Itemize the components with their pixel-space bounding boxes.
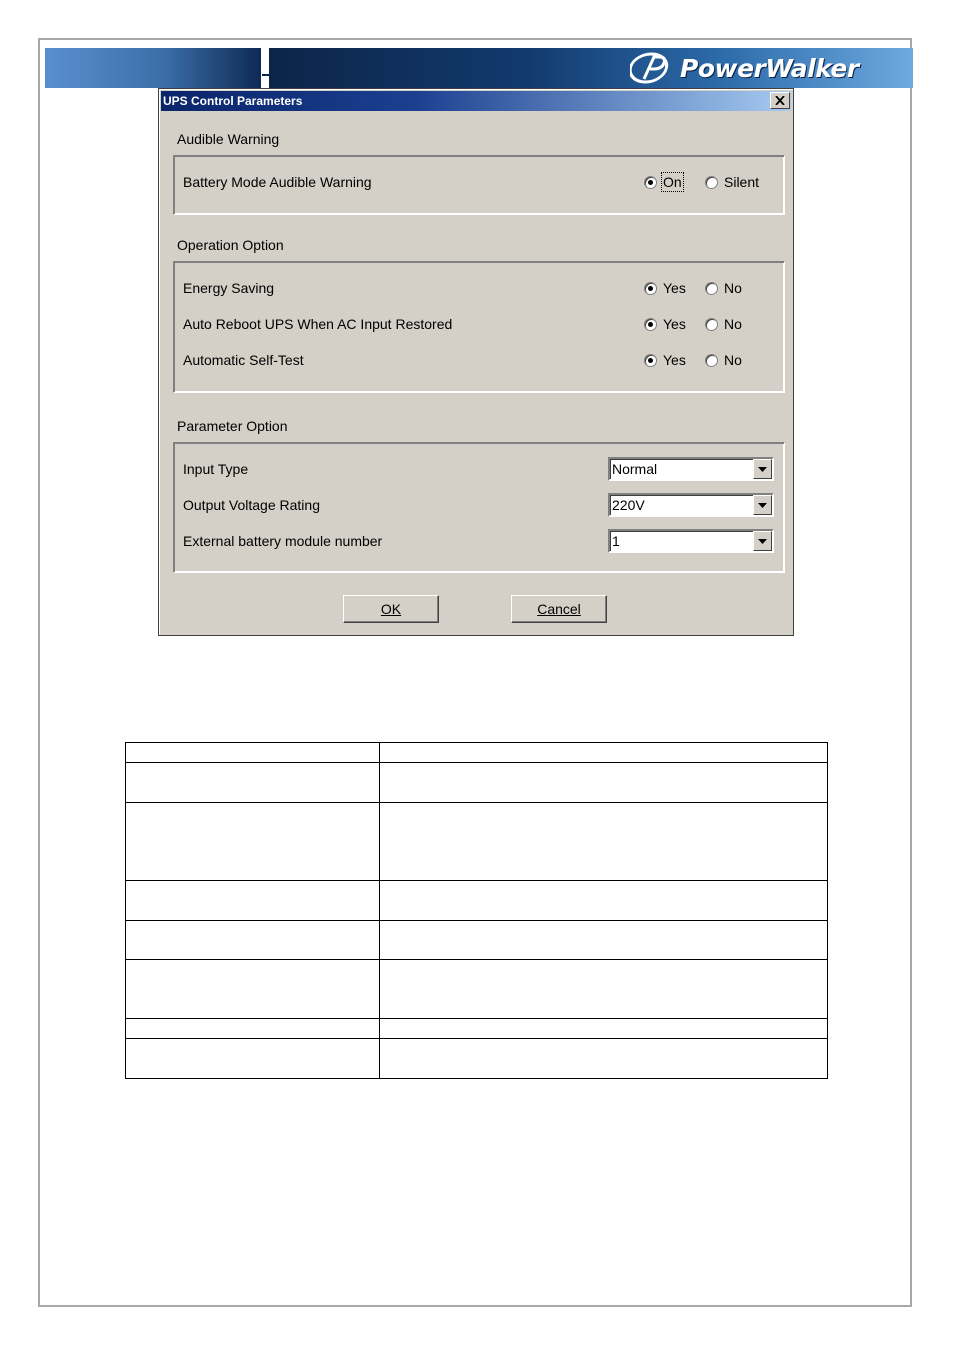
radio-label: Yes xyxy=(663,316,686,332)
table-cell xyxy=(126,921,380,960)
brand-name: PowerWalker xyxy=(680,53,859,83)
radio-selected-icon xyxy=(644,354,657,367)
header-banner-left xyxy=(45,48,261,88)
table-cell xyxy=(126,743,380,763)
table-cell xyxy=(380,763,828,803)
parameter-option-group xyxy=(173,442,785,573)
close-button[interactable] xyxy=(770,92,790,109)
cancel-mnemonic: C xyxy=(537,601,548,617)
audible-warning-on-radio[interactable] xyxy=(644,174,682,190)
energy-saving-yes-radio[interactable] xyxy=(644,280,686,296)
cancel-label-rest: ancel xyxy=(547,601,581,617)
table-cell xyxy=(380,803,828,881)
table-row xyxy=(126,1019,828,1039)
battery-mode-audible-warning-label: Battery Mode Audible Warning xyxy=(183,174,372,190)
radio-label: Yes xyxy=(663,352,686,368)
radio-label: No xyxy=(724,352,742,368)
radio-unselected-icon xyxy=(705,354,718,367)
brand-logo xyxy=(630,50,859,86)
radio-label: Yes xyxy=(663,280,686,296)
input-type-value: Normal xyxy=(612,461,658,477)
audible-silent-label: Silent xyxy=(724,174,760,190)
table-cell xyxy=(380,743,828,763)
self-test-no-radio[interactable] xyxy=(705,352,742,368)
input-type-select[interactable] xyxy=(608,457,774,481)
auto-reboot-yes-radio[interactable] xyxy=(644,316,686,332)
cancel-button[interactable] xyxy=(511,595,607,623)
input-type-label: Input Type xyxy=(183,461,249,477)
close-icon xyxy=(775,96,785,105)
external-battery-module-number-select[interactable] xyxy=(608,529,774,553)
chevron-down-icon xyxy=(758,539,767,544)
table-cell xyxy=(126,960,380,1019)
audible-warning-silent-radio[interactable] xyxy=(705,174,759,190)
radio-unselected-icon xyxy=(705,318,718,331)
ok-button[interactable] xyxy=(343,595,439,623)
external-battery-module-number-label: External battery module number xyxy=(183,533,383,549)
header-banner-divider xyxy=(262,74,269,76)
table-row xyxy=(126,960,828,1019)
dropdown-arrow-button[interactable] xyxy=(753,495,772,515)
dropdown-arrow-button[interactable] xyxy=(753,459,772,479)
table-cell xyxy=(380,1019,828,1039)
operation-option-section-label: Operation Option xyxy=(177,237,284,253)
radio-selected-icon xyxy=(644,282,657,295)
ok-mnemonic: O xyxy=(380,601,392,617)
ok-label-rest: K xyxy=(391,601,402,617)
dialog-titlebar[interactable] xyxy=(161,91,791,111)
automatic-self-test-label: Automatic Self-Test xyxy=(183,352,304,368)
energy-saving-no-radio[interactable] xyxy=(705,280,742,296)
parameter-description-table xyxy=(125,742,828,1079)
battery-module-value: 1 xyxy=(612,533,620,549)
table-cell xyxy=(380,960,828,1019)
table-cell xyxy=(126,1019,380,1039)
table-cell xyxy=(126,763,380,803)
self-test-yes-radio[interactable] xyxy=(644,352,686,368)
energy-saving-label: Energy Saving xyxy=(183,280,275,296)
table-row xyxy=(126,881,828,921)
radio-selected-icon xyxy=(644,318,657,331)
audible-on-label: On xyxy=(663,174,682,190)
radio-unselected-icon xyxy=(705,176,718,189)
parameter-option-section-label: Parameter Option xyxy=(177,418,288,434)
table-row xyxy=(126,1039,828,1079)
radio-label: No xyxy=(724,280,742,296)
table-row xyxy=(126,803,828,881)
output-voltage-rating-label: Output Voltage Rating xyxy=(183,497,320,513)
dialog-title: UPS Control Parameters xyxy=(163,94,303,108)
table-row xyxy=(126,921,828,960)
table-cell xyxy=(126,1039,380,1079)
chevron-down-icon xyxy=(758,467,767,472)
chevron-down-icon xyxy=(758,503,767,508)
table-cell xyxy=(380,1039,828,1079)
table-cell xyxy=(380,881,828,921)
radio-unselected-icon xyxy=(705,282,718,295)
auto-reboot-label: Auto Reboot UPS When AC Input Restored xyxy=(183,316,453,332)
radio-label: No xyxy=(724,316,742,332)
table-cell xyxy=(126,881,380,921)
operation-option-group xyxy=(173,261,785,393)
table-cell xyxy=(380,921,828,960)
table-cell xyxy=(126,803,380,881)
powerwalker-logo-icon xyxy=(630,51,674,85)
auto-reboot-no-radio[interactable] xyxy=(705,316,742,332)
table-row xyxy=(126,763,828,803)
output-voltage-value: 220V xyxy=(612,497,645,513)
table-row xyxy=(126,743,828,763)
radio-selected-icon xyxy=(644,176,657,189)
ups-control-parameters-dialog xyxy=(158,88,794,636)
output-voltage-rating-select[interactable] xyxy=(608,493,774,517)
audible-warning-section-label: Audible Warning xyxy=(177,131,280,147)
audible-warning-group xyxy=(173,155,785,215)
dropdown-arrow-button[interactable] xyxy=(753,531,772,551)
